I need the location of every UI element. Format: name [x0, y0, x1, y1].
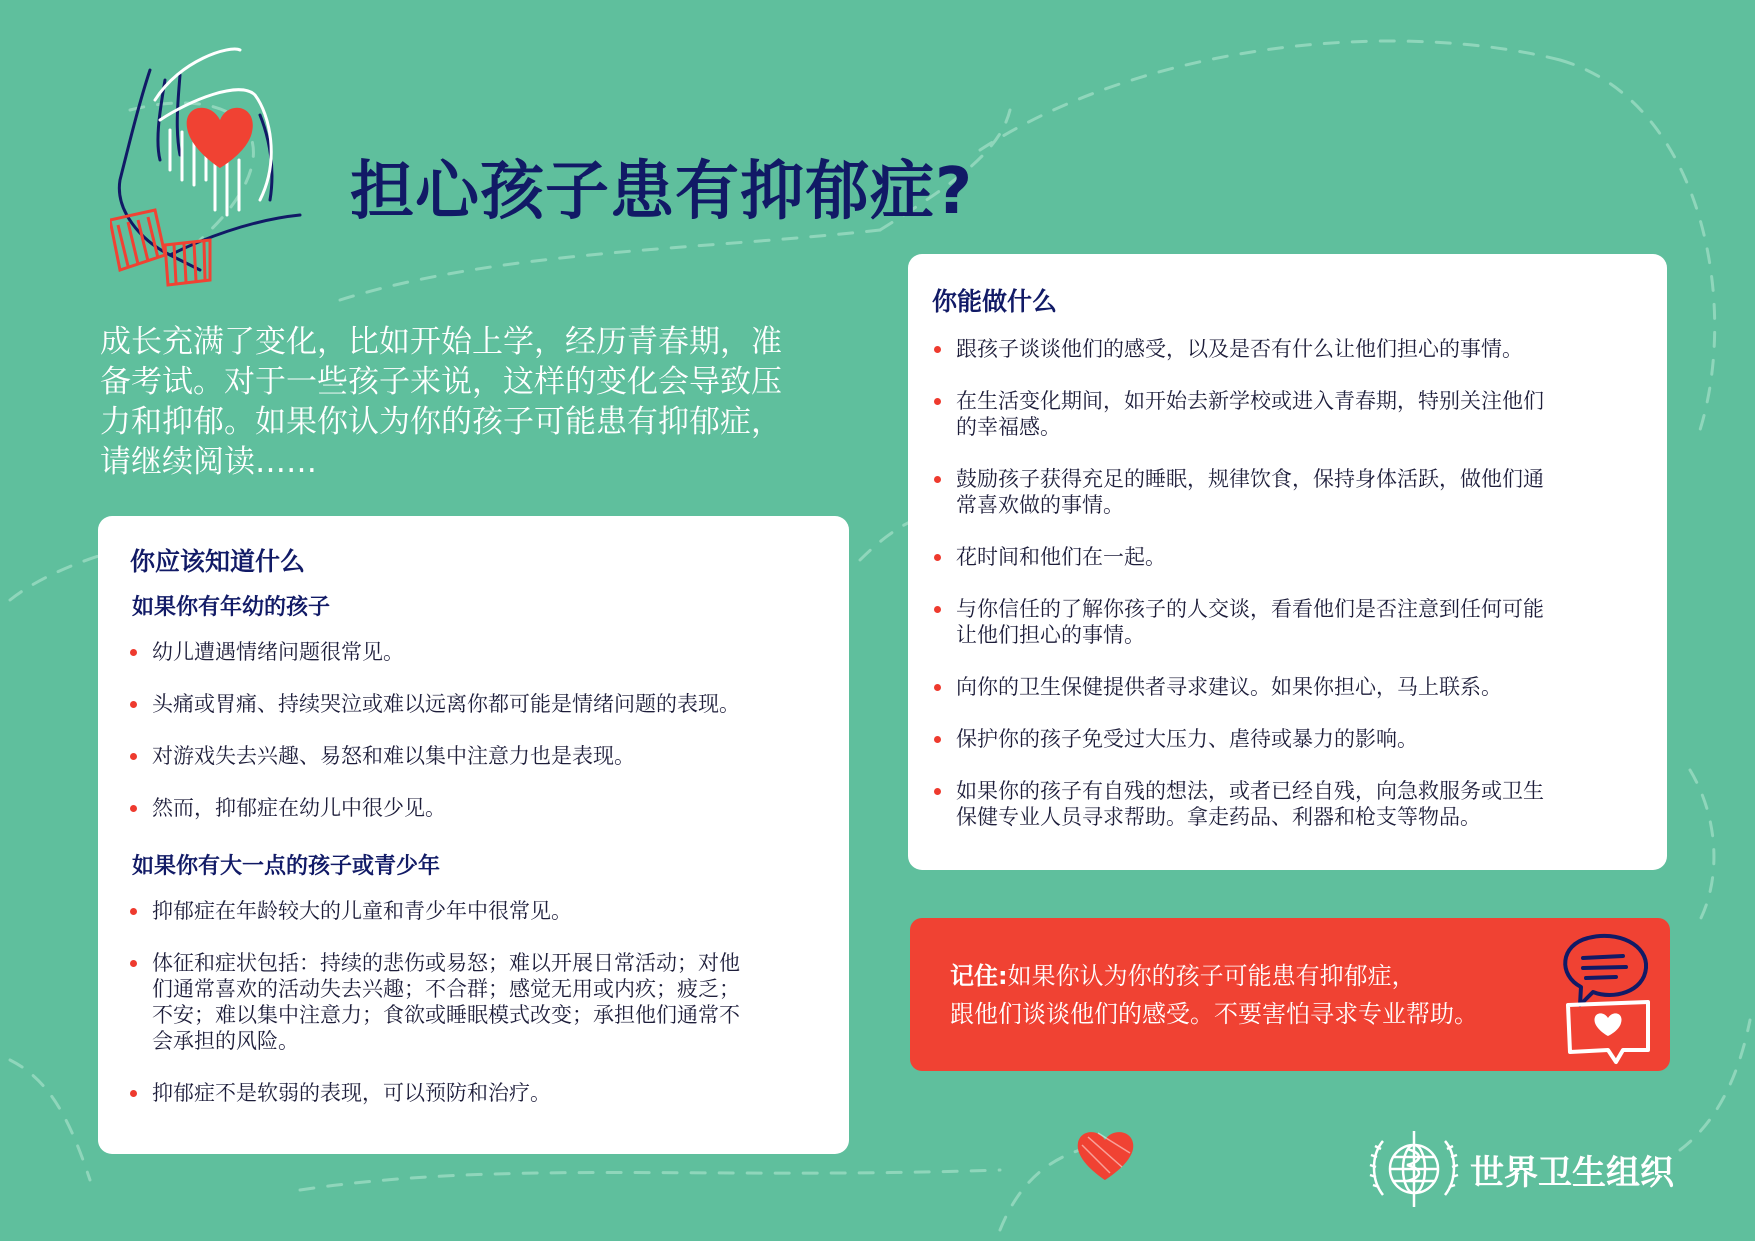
heart-shape — [187, 108, 253, 168]
list-item-line: 保健专业人员寻求帮助。拿走药品、利器和枪支等物品。 — [956, 805, 1481, 829]
list-item: 对游戏失去兴趣、易怒和难以集中注意力也是表现。 — [130, 743, 819, 769]
list-item-line: 鼓励孩子获得充足的睡眠，规律饮食，保持身体活跃，做他们通 — [956, 467, 1544, 491]
list-item — [934, 388, 1637, 440]
list-item — [934, 466, 1637, 518]
list-item-line: 保护你的孩子免受过大压力、虐待或暴力的影响。 — [956, 727, 1418, 751]
do-list — [934, 336, 1637, 830]
list-item-line: 不安；难以集中注意力；食欲或睡眠模式改变；承担他们通常不 — [152, 1003, 740, 1027]
chat-bubbles-icon — [1548, 930, 1658, 1065]
list-item-line: 跟孩子谈谈他们的感受，以及是否有什么让他们担心的事情。 — [956, 337, 1523, 361]
remember-text-2: 跟他们谈谈他们的感受。不要害怕寻求专业帮助。 — [950, 1000, 1478, 1028]
who-emblem-icon — [1365, 1125, 1463, 1213]
list-item-line: 与你信任的了解你孩子的人交谈，看看他们是否注意到任何可能 — [956, 597, 1544, 621]
intro-line: 成长充满了变化，比如开始上学，经历青春期，准 — [100, 324, 782, 360]
list-item-line: 如果你的孩子有自残的想法，或者已经自残，向急救服务或卫生 — [956, 779, 1544, 803]
intro-line: 请继续阅读…… — [100, 444, 317, 480]
list-item-line: 会承担的风险。 — [152, 1029, 299, 1053]
intro-text — [100, 322, 840, 482]
list-item: 幼儿遭遇情绪问题很常见。 — [130, 639, 819, 665]
list-item-line: 常喜欢做的事情。 — [956, 493, 1124, 517]
remember-text-1: 如果你认为你的孩子可能患有抑郁症， — [1007, 962, 1416, 990]
young-children-list — [130, 639, 819, 821]
page-title: 担心孩子患有抑郁症? — [350, 155, 974, 229]
list-item — [934, 336, 1637, 362]
list-item — [934, 778, 1637, 830]
organization-name: 世界卫生组织 — [1470, 1153, 1674, 1193]
list-item — [934, 596, 1637, 648]
older-children-list — [130, 898, 819, 1106]
list-item — [130, 950, 819, 1054]
list-item — [934, 726, 1637, 752]
older-children-heading: 如果你有大一点的孩子或青少年 — [132, 854, 441, 879]
hands-with-heart-icon — [110, 40, 330, 310]
list-item-line: 让他们担心的事情。 — [956, 623, 1145, 647]
list-item-line: 体征和症状包括：持续的悲伤或易怒；难以开展日常活动；对他 — [152, 951, 740, 975]
remember-label: 记住: — [950, 962, 1008, 990]
list-item — [934, 544, 1637, 570]
intro-line: 力和抑郁。如果你认为你的孩子可能患有抑郁症， — [100, 404, 782, 440]
list-item-line: 向你的卫生保健提供者寻求建议。如果你担心，马上联系。 — [956, 675, 1502, 699]
intro-line: 备考试。对于一些孩子来说，这样的变化会导致压 — [100, 364, 782, 400]
list-item-line: 的幸福感。 — [956, 415, 1061, 439]
list-item-line: 们通常喜欢的活动失去兴趣；不合群；感觉无用或内疚；疲乏； — [152, 977, 740, 1001]
list-item — [934, 674, 1637, 700]
list-item — [130, 898, 819, 924]
do-heading: 你能做什么 — [932, 287, 1058, 316]
know-card — [98, 516, 849, 1154]
list-item — [130, 1080, 819, 1106]
list-item: 然而，抑郁症在幼儿中很少见。 — [130, 795, 819, 821]
young-children-heading: 如果你有年幼的孩子 — [132, 595, 331, 620]
list-item-line: 花时间和他们在一起。 — [956, 545, 1166, 569]
list-item-line: 抑郁症不是软弱的表现，可以预防和治疗。 — [152, 1081, 551, 1105]
list-item: 头痛或胃痛、持续哭泣或难以远离你都可能是情绪问题的表现。 — [130, 691, 819, 717]
know-heading: 你应该知道什么 — [130, 547, 306, 576]
do-card — [908, 254, 1667, 870]
list-item-line: 在生活变化期间，如开始去新学校或进入青春期，特别关注他们 — [956, 389, 1544, 413]
heart-icon — [1070, 1125, 1140, 1185]
list-item-line: 抑郁症在年龄较大的儿童和青少年中很常见。 — [152, 899, 572, 923]
